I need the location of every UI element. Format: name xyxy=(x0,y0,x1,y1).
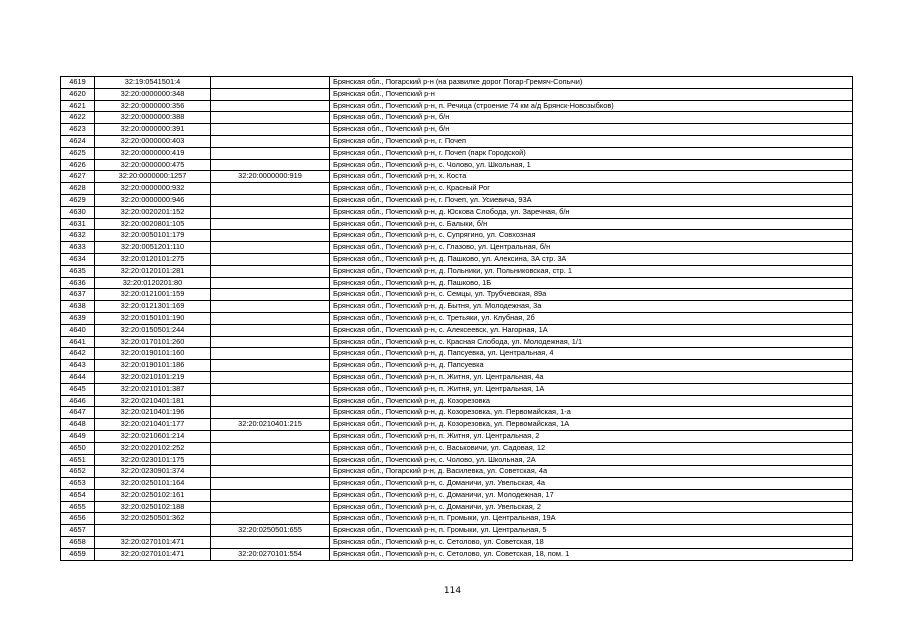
secondary-cadastral-number-cell xyxy=(211,135,330,147)
table-row xyxy=(61,525,853,537)
table-row xyxy=(61,88,853,100)
secondary-cadastral-number-cell xyxy=(211,324,330,336)
secondary-cadastral-number-cell xyxy=(211,360,330,372)
secondary-cadastral-number-cell xyxy=(211,371,330,383)
table-row xyxy=(61,124,853,136)
row-number-cell: 4628 xyxy=(61,183,95,195)
row-number-cell: 4634 xyxy=(61,253,95,265)
cadastral-number-cell: 32:20:0050101:179 xyxy=(95,230,211,242)
row-number-cell: 4624 xyxy=(61,135,95,147)
address-cell: Брянская обл., Почепский р-н, с. Сетолово, ул. Советская, 18, пом. 1 xyxy=(330,548,853,560)
address-cell: Брянская обл., Почепский р-н, с. Васьковичи, ул. Садовая, 12 xyxy=(330,442,853,454)
address-cell: Брянская обл., Почепский р-н, с. Красный Рог xyxy=(330,183,853,195)
cadastral-number-cell: 32:20:0020201:152 xyxy=(95,206,211,218)
table-row xyxy=(61,395,853,407)
row-number-cell: 4647 xyxy=(61,407,95,419)
row-number-cell: 4649 xyxy=(61,430,95,442)
table-row xyxy=(61,537,853,549)
address-cell: Брянская обл., Почепский р-н, с. Балыки, б/н xyxy=(330,218,853,230)
secondary-cadastral-number-cell xyxy=(211,442,330,454)
table-row xyxy=(61,112,853,124)
secondary-cadastral-number-cell xyxy=(211,466,330,478)
row-number-cell: 4644 xyxy=(61,371,95,383)
row-number-cell: 4637 xyxy=(61,289,95,301)
secondary-cadastral-number-cell xyxy=(211,277,330,289)
table-row xyxy=(61,147,853,159)
cadastral-number-cell: 32:20:0210601:214 xyxy=(95,430,211,442)
table-row xyxy=(61,206,853,218)
row-number-cell: 4641 xyxy=(61,336,95,348)
table-row xyxy=(61,419,853,431)
cadastral-number-cell: 32:20:0000000:388 xyxy=(95,112,211,124)
secondary-cadastral-number-cell xyxy=(211,88,330,100)
table-row xyxy=(61,135,853,147)
address-cell: Брянская обл., Почепский р-н, д. Польники, ул. Польниковская, стр. 1 xyxy=(330,265,853,277)
table-row xyxy=(61,489,853,501)
row-number-cell: 4643 xyxy=(61,360,95,372)
secondary-cadastral-number-cell xyxy=(211,253,330,265)
secondary-cadastral-number-cell xyxy=(211,454,330,466)
secondary-cadastral-number-cell: 32:20:0270101:554 xyxy=(211,548,330,560)
row-number-cell: 4632 xyxy=(61,230,95,242)
table-row xyxy=(61,100,853,112)
address-cell: Брянская обл., Погарский р-н, д. Василевка, ул. Советская, 4а xyxy=(330,466,853,478)
secondary-cadastral-number-cell xyxy=(211,112,330,124)
table-row xyxy=(61,442,853,454)
cadastral-number-cell: 32:20:0150501:244 xyxy=(95,324,211,336)
secondary-cadastral-number-cell xyxy=(211,206,330,218)
address-cell: Брянская обл., Почепский р-н, г. Почеп xyxy=(330,135,853,147)
secondary-cadastral-number-cell xyxy=(211,124,330,136)
cadastral-number-cell: 32:20:0250102:188 xyxy=(95,501,211,513)
row-number-cell: 4623 xyxy=(61,124,95,136)
address-cell: Брянская обл., Почепский р-н, д. Козорезовка xyxy=(330,395,853,407)
row-number-cell: 4639 xyxy=(61,312,95,324)
cadastral-number-cell: 32:20:0170101:260 xyxy=(95,336,211,348)
cadastral-number-cell: 32:20:0000000:356 xyxy=(95,100,211,112)
row-number-cell: 4659 xyxy=(61,548,95,560)
table-row xyxy=(61,454,853,466)
cadastral-number-cell: 32:20:0210401:177 xyxy=(95,419,211,431)
cadastral-number-cell: 32:20:0000000:932 xyxy=(95,183,211,195)
cadastral-number-cell: 32:20:0000000:946 xyxy=(95,194,211,206)
cadastral-number-cell: 32:19:0541501:4 xyxy=(95,77,211,89)
registry-table-body xyxy=(61,77,853,561)
secondary-cadastral-number-cell xyxy=(211,230,330,242)
cadastral-number-cell: 32:20:0250501:362 xyxy=(95,513,211,525)
secondary-cadastral-number-cell: 32:20:0250501:655 xyxy=(211,525,330,537)
table-row xyxy=(61,407,853,419)
cadastral-number-cell: 32:20:0150101:190 xyxy=(95,312,211,324)
secondary-cadastral-number-cell xyxy=(211,430,330,442)
table-row xyxy=(61,348,853,360)
address-cell: Брянская обл., Почепский р-н, с. Чолово, ул. Школьная, 2А xyxy=(330,454,853,466)
cadastral-number-cell: 32:20:0190101:160 xyxy=(95,348,211,360)
table-row xyxy=(61,301,853,313)
row-number-cell: 4621 xyxy=(61,100,95,112)
table-row xyxy=(61,371,853,383)
cadastral-number-cell: 32:20:0120101:281 xyxy=(95,265,211,277)
address-cell: Брянская обл., Почепский р-н, с. Сетолово, ул. Советская, 18 xyxy=(330,537,853,549)
address-cell: Брянская обл., Погарский р-н (на развилке дорог Погар-Гремяч-Сопычи) xyxy=(330,77,853,89)
row-number-cell: 4635 xyxy=(61,265,95,277)
address-cell: Брянская обл., Почепский р-н, б/н xyxy=(330,124,853,136)
registry-table xyxy=(60,76,853,561)
secondary-cadastral-number-cell xyxy=(211,100,330,112)
address-cell: Брянская обл., Почепский р-н, п. Речица (строение 74 км а/д Брянск-Новозыбков) xyxy=(330,100,853,112)
row-number-cell: 4633 xyxy=(61,242,95,254)
row-number-cell: 4658 xyxy=(61,537,95,549)
address-cell: Брянская обл., Почепский р-н, с. Красная Слобода, ул. Молодежная, 1/1 xyxy=(330,336,853,348)
cadastral-number-cell: 32:20:0000000:1257 xyxy=(95,171,211,183)
address-cell: Брянская обл., Почепский р-н, г. Почеп, ул. Усиевича, 93А xyxy=(330,194,853,206)
secondary-cadastral-number-cell xyxy=(211,478,330,490)
cadastral-number-cell: 32:20:0250101:164 xyxy=(95,478,211,490)
secondary-cadastral-number-cell: 32:20:0210401:215 xyxy=(211,419,330,431)
secondary-cadastral-number-cell xyxy=(211,489,330,501)
table-row xyxy=(61,289,853,301)
secondary-cadastral-number-cell xyxy=(211,159,330,171)
secondary-cadastral-number-cell xyxy=(211,265,330,277)
cadastral-number-cell: 32:20:0210101:219 xyxy=(95,371,211,383)
table-row xyxy=(61,159,853,171)
row-number-cell: 4631 xyxy=(61,218,95,230)
address-cell: Брянская обл., Почепский р-н, х. Коста xyxy=(330,171,853,183)
row-number-cell: 4638 xyxy=(61,301,95,313)
secondary-cadastral-number-cell xyxy=(211,77,330,89)
secondary-cadastral-number-cell xyxy=(211,194,330,206)
row-number-cell: 4651 xyxy=(61,454,95,466)
address-cell: Брянская обл., Почепский р-н, с. Глазово, ул. Центральная, б/н xyxy=(330,242,853,254)
address-cell: Брянская обл., Почепский р-н, д. Пашково, 1Б xyxy=(330,277,853,289)
cadastral-number-cell: 32:20:0210101:387 xyxy=(95,383,211,395)
cadastral-number-cell: 32:20:0000000:348 xyxy=(95,88,211,100)
row-number-cell: 4622 xyxy=(61,112,95,124)
address-cell: Брянская обл., Почепский р-н, б/н xyxy=(330,112,853,124)
table-row xyxy=(61,230,853,242)
cadastral-number-cell: 32:20:0000000:391 xyxy=(95,124,211,136)
row-number-cell: 4655 xyxy=(61,501,95,513)
row-number-cell: 4620 xyxy=(61,88,95,100)
address-cell: Брянская обл., Почепский р-н, д. Козорезовка, ул. Первомайская, 1А xyxy=(330,419,853,431)
secondary-cadastral-number-cell xyxy=(211,501,330,513)
address-cell: Брянская обл., Почепский р-н, с. Алексеевск, ул. Нагорная, 1А xyxy=(330,324,853,336)
secondary-cadastral-number-cell xyxy=(211,336,330,348)
cadastral-number-cell: 32:20:0121301:169 xyxy=(95,301,211,313)
table-row xyxy=(61,430,853,442)
cadastral-number-cell: 32:20:0230901:374 xyxy=(95,466,211,478)
cadastral-number-cell: 32:20:0210401:181 xyxy=(95,395,211,407)
secondary-cadastral-number-cell xyxy=(211,289,330,301)
table-row xyxy=(61,77,853,89)
address-cell: Брянская обл., Почепский р-н, д. Папсуевка, ул. Центральная, 4 xyxy=(330,348,853,360)
row-number-cell: 4640 xyxy=(61,324,95,336)
cadastral-number-cell: 32:20:0051201:110 xyxy=(95,242,211,254)
secondary-cadastral-number-cell xyxy=(211,301,330,313)
cadastral-number-cell xyxy=(95,525,211,537)
address-cell: Брянская обл., Почепский р-н, п. Громыки, ул. Центральная, 19А xyxy=(330,513,853,525)
cadastral-number-cell: 32:20:0120101:275 xyxy=(95,253,211,265)
cadastral-number-cell: 32:20:0121001:159 xyxy=(95,289,211,301)
table-row xyxy=(61,218,853,230)
address-cell: Брянская обл., Почепский р-н, с. Чолово, ул. Школьная, 1 xyxy=(330,159,853,171)
cadastral-number-cell: 32:20:0000000:419 xyxy=(95,147,211,159)
row-number-cell: 4629 xyxy=(61,194,95,206)
address-cell: Брянская обл., Почепский р-н, п. Житня, ул. Центральная, 1А xyxy=(330,383,853,395)
secondary-cadastral-number-cell: 32:20:0000000:919 xyxy=(211,171,330,183)
row-number-cell: 4653 xyxy=(61,478,95,490)
row-number-cell: 4646 xyxy=(61,395,95,407)
secondary-cadastral-number-cell xyxy=(211,395,330,407)
table-row xyxy=(61,194,853,206)
row-number-cell: 4625 xyxy=(61,147,95,159)
address-cell: Брянская обл., Почепский р-н, д. Козорезовка, ул. Первомайская, 1-а xyxy=(330,407,853,419)
row-number-cell: 4645 xyxy=(61,383,95,395)
row-number-cell: 4650 xyxy=(61,442,95,454)
secondary-cadastral-number-cell xyxy=(211,513,330,525)
row-number-cell: 4656 xyxy=(61,513,95,525)
table-row xyxy=(61,277,853,289)
address-cell: Брянская обл., Почепский р-н, с. Доманичи, ул. Увельская, 4а xyxy=(330,478,853,490)
row-number-cell: 4636 xyxy=(61,277,95,289)
table-row xyxy=(61,478,853,490)
row-number-cell: 4654 xyxy=(61,489,95,501)
secondary-cadastral-number-cell xyxy=(211,242,330,254)
secondary-cadastral-number-cell xyxy=(211,348,330,360)
cadastral-number-cell: 32:20:0120201:80 xyxy=(95,277,211,289)
cadastral-number-cell: 32:20:0270101:471 xyxy=(95,537,211,549)
cadastral-number-cell: 32:20:0270101:471 xyxy=(95,548,211,560)
address-cell: Брянская обл., Почепский р-н, с. Доманичи, ул. Молодежная, 17 xyxy=(330,489,853,501)
table-row xyxy=(61,242,853,254)
address-cell: Брянская обл., Почепский р-н xyxy=(330,88,853,100)
table-row xyxy=(61,183,853,195)
row-number-cell: 4619 xyxy=(61,77,95,89)
table-row xyxy=(61,265,853,277)
table-row xyxy=(61,501,853,513)
address-cell: Брянская обл., Почепский р-н, г. Почеп (парк Городской) xyxy=(330,147,853,159)
table-row xyxy=(61,466,853,478)
address-cell: Брянская обл., Почепский р-н, д. Юскова Слобода, ул. Заречная, б/н xyxy=(330,206,853,218)
address-cell: Брянская обл., Почепский р-н, д. Папсуевка xyxy=(330,360,853,372)
cadastral-number-cell: 32:20:0190101:186 xyxy=(95,360,211,372)
secondary-cadastral-number-cell xyxy=(211,312,330,324)
row-number-cell: 4648 xyxy=(61,419,95,431)
table-row xyxy=(61,513,853,525)
address-cell: Брянская обл., Почепский р-н, п. Громыки, ул. Центральная, 5 xyxy=(330,525,853,537)
cadastral-number-cell: 32:20:0250102:161 xyxy=(95,489,211,501)
row-number-cell: 4630 xyxy=(61,206,95,218)
table-row xyxy=(61,336,853,348)
cadastral-number-cell: 32:20:0230101:175 xyxy=(95,454,211,466)
row-number-cell: 4657 xyxy=(61,525,95,537)
table-row xyxy=(61,360,853,372)
table-row xyxy=(61,548,853,560)
secondary-cadastral-number-cell xyxy=(211,218,330,230)
row-number-cell: 4642 xyxy=(61,348,95,360)
address-cell: Брянская обл., Почепский р-н, д. Бытня, ул. Молодежная, 3а xyxy=(330,301,853,313)
secondary-cadastral-number-cell xyxy=(211,147,330,159)
address-cell: Брянская обл., Почепский р-н, с. Доманичи, ул. Увельская, 2 xyxy=(330,501,853,513)
address-cell: Брянская обл., Почепский р-н, п. Житня, ул. Центральная, 2 xyxy=(330,430,853,442)
table-row xyxy=(61,312,853,324)
address-cell: Брянская обл., Почепский р-н, с. Третьяки, ул. Клубная, 2б xyxy=(330,312,853,324)
cadastral-number-cell: 32:20:0210401:196 xyxy=(95,407,211,419)
cadastral-number-cell: 32:20:0000000:403 xyxy=(95,135,211,147)
address-cell: Брянская обл., Почепский р-н, п. Житня, ул. Центральная, 4а xyxy=(330,371,853,383)
page-number: 114 xyxy=(443,586,462,596)
cadastral-number-cell: 32:20:0000000:475 xyxy=(95,159,211,171)
row-number-cell: 4652 xyxy=(61,466,95,478)
row-number-cell: 4626 xyxy=(61,159,95,171)
cadastral-number-cell: 32:20:0220102:252 xyxy=(95,442,211,454)
secondary-cadastral-number-cell xyxy=(211,537,330,549)
table-row xyxy=(61,253,853,265)
address-cell: Брянская обл., Почепский р-н, с. Семцы, ул. Трубчевская, 89а xyxy=(330,289,853,301)
address-cell: Брянская обл., Почепский р-н, с. Супрягино, ул. Совхозная xyxy=(330,230,853,242)
secondary-cadastral-number-cell xyxy=(211,383,330,395)
table-row xyxy=(61,324,853,336)
table-row xyxy=(61,171,853,183)
table-row xyxy=(61,383,853,395)
secondary-cadastral-number-cell xyxy=(211,183,330,195)
row-number-cell: 4627 xyxy=(61,171,95,183)
cadastral-number-cell: 32:20:0020801:105 xyxy=(95,218,211,230)
address-cell: Брянская обл., Почепский р-н, д. Пашково, ул. Алексина, 3А стр. 3А xyxy=(330,253,853,265)
secondary-cadastral-number-cell xyxy=(211,407,330,419)
